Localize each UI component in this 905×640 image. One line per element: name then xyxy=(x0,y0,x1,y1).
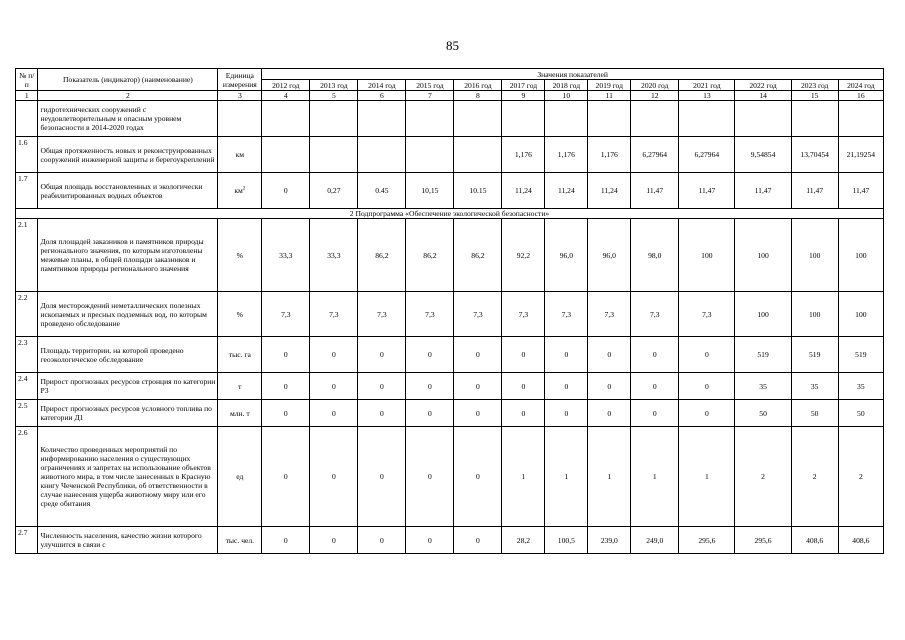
value-cell: 249,0 xyxy=(631,527,679,554)
value-cell: 1 xyxy=(502,427,545,527)
unit-cell: % xyxy=(218,219,262,292)
value-cell: 86,2 xyxy=(454,219,502,292)
year-header: 2017 год xyxy=(502,80,545,91)
value-cell: 0 xyxy=(588,337,631,373)
value-cell: 295,6 xyxy=(735,527,791,554)
indicator-name: Общая площадь восстановленных и экологически реабилитированных водных объектов xyxy=(38,173,218,209)
table-row xyxy=(16,219,884,292)
value-cell: 33,3 xyxy=(310,219,358,292)
header-values: Значения показателей xyxy=(262,69,884,80)
column-number: 12 xyxy=(631,91,679,101)
table-row xyxy=(16,137,884,173)
value-cell xyxy=(679,101,735,137)
year-header: 2014 год xyxy=(358,80,406,91)
value-cell: 0 xyxy=(631,337,679,373)
row-number: 2.4 xyxy=(16,373,38,400)
value-cell: 7,3 xyxy=(262,292,310,337)
year-header: 2020 год xyxy=(631,80,679,91)
value-cell: 7,3 xyxy=(545,292,588,337)
value-cell: 0 xyxy=(262,427,310,527)
unit-superscript: 2 xyxy=(242,186,246,192)
value-cell: 100 xyxy=(791,219,838,292)
value-cell: 11,24 xyxy=(502,173,545,209)
table-row xyxy=(16,337,884,373)
unit-cell: тыс. чел. xyxy=(218,527,262,554)
year-header: 2024 год xyxy=(838,80,883,91)
value-cell: 9,54854 xyxy=(735,137,791,173)
value-cell: 10,15 xyxy=(406,173,454,209)
year-header: 2021 год xyxy=(679,80,735,91)
value-cell: 11,24 xyxy=(545,173,588,209)
value-cell: 0 xyxy=(310,337,358,373)
value-cell: 0 xyxy=(679,337,735,373)
value-cell: 50 xyxy=(791,400,838,427)
value-cell: 33,3 xyxy=(262,219,310,292)
year-header: 2018 год xyxy=(545,80,588,91)
value-cell: 35 xyxy=(735,373,791,400)
year-header: 2023 год xyxy=(791,80,838,91)
value-cell: 0 xyxy=(631,373,679,400)
value-cell xyxy=(545,101,588,137)
value-cell xyxy=(406,137,454,173)
value-cell xyxy=(262,101,310,137)
indicator-name: Прирост прогнозных ресурсов условного топлива по категории Д1 xyxy=(38,400,218,427)
value-cell: 0 xyxy=(406,427,454,527)
value-cell: 21,19254 xyxy=(838,137,883,173)
header-num: № п/п xyxy=(16,69,38,91)
unit-cell: % xyxy=(218,292,262,337)
column-numbers-row xyxy=(16,91,884,101)
value-cell xyxy=(588,101,631,137)
unit-cell xyxy=(218,101,262,137)
value-cell: 0 xyxy=(262,173,310,209)
value-cell xyxy=(838,101,883,137)
unit-cell: $км^2$ xyxy=(218,173,262,209)
row-number: 2.6 xyxy=(16,427,38,527)
value-cell xyxy=(358,137,406,173)
column-number: 15 xyxy=(791,91,838,101)
indicator-name: Прирост прогнозных ресурсов стронция по категории Р3 xyxy=(38,373,218,400)
indicator-name: гидротехнических сооружений с неудовлетворительным и опасным уровнем безопасности в 2014-2020 годах xyxy=(38,101,218,137)
value-cell: 6,27964 xyxy=(631,137,679,173)
value-cell xyxy=(454,137,502,173)
value-cell: 7,3 xyxy=(631,292,679,337)
column-number: 2 xyxy=(38,91,218,101)
value-cell: 0 xyxy=(502,400,545,427)
table-row xyxy=(16,101,884,137)
value-cell: 10.15 xyxy=(454,173,502,209)
value-cell: 92,2 xyxy=(502,219,545,292)
value-cell xyxy=(502,101,545,137)
section-title: 2 Подпрограмма «Обеспечение экологической безопасности» xyxy=(16,209,884,219)
value-cell xyxy=(631,101,679,137)
page-number: 85 xyxy=(446,38,459,53)
column-number: 14 xyxy=(735,91,791,101)
value-cell: 2 xyxy=(735,427,791,527)
value-cell: 96,0 xyxy=(588,219,631,292)
value-cell xyxy=(310,101,358,137)
year-header: 2016 год xyxy=(454,80,502,91)
value-cell: 96,0 xyxy=(545,219,588,292)
value-cell: 11,24 xyxy=(588,173,631,209)
indicator-name: Количество проведенных мероприятий по информированию населения о существующих ограничениях и запретах на использование объектов животного мира, в том числе занесенных в Красную книгу Чеченской Республики, об ответственности в случае нанесения ущерба животному миру или его среде обитания xyxy=(38,427,218,527)
column-number: 11 xyxy=(588,91,631,101)
value-cell xyxy=(358,101,406,137)
value-cell: 6,27964 xyxy=(679,137,735,173)
value-cell: 7,3 xyxy=(588,292,631,337)
value-cell xyxy=(791,101,838,137)
value-cell: 7,3 xyxy=(454,292,502,337)
value-cell: 28,2 xyxy=(502,527,545,554)
column-number: 4 xyxy=(262,91,310,101)
value-cell: 0 xyxy=(502,337,545,373)
value-cell: 0 xyxy=(358,337,406,373)
value-cell: 0 xyxy=(262,337,310,373)
value-cell: 1 xyxy=(631,427,679,527)
value-cell: 239,0 xyxy=(588,527,631,554)
value-cell: 0 xyxy=(310,527,358,554)
value-cell: 11,47 xyxy=(679,173,735,209)
value-cell: 0 xyxy=(262,527,310,554)
row-number: 2.5 xyxy=(16,400,38,427)
value-cell: 100 xyxy=(838,219,883,292)
value-cell: 0 xyxy=(631,400,679,427)
value-cell: 100 xyxy=(838,292,883,337)
value-cell: 7,3 xyxy=(310,292,358,337)
value-cell xyxy=(454,101,502,137)
value-cell: 0 xyxy=(454,373,502,400)
value-cell xyxy=(262,137,310,173)
value-cell: 100 xyxy=(735,219,791,292)
header-indicator: Показатель (индикатор) (наименование) xyxy=(38,69,218,91)
table-row xyxy=(16,400,884,427)
column-number: 5 xyxy=(310,91,358,101)
table-row xyxy=(16,292,884,337)
value-cell: 100,5 xyxy=(545,527,588,554)
value-cell: 1,176 xyxy=(588,137,631,173)
value-cell: 11,47 xyxy=(791,173,838,209)
value-cell: 100 xyxy=(679,219,735,292)
value-cell: 0,27 xyxy=(310,173,358,209)
value-cell: 0 xyxy=(358,527,406,554)
table-row xyxy=(16,173,884,209)
header-unit: Единица измерения xyxy=(218,69,262,91)
value-cell: 0 xyxy=(588,373,631,400)
value-cell: 35 xyxy=(791,373,838,400)
value-cell: 1 xyxy=(679,427,735,527)
value-cell: 0 xyxy=(454,527,502,554)
value-cell: 0 xyxy=(454,400,502,427)
value-cell: 11,47 xyxy=(631,173,679,209)
year-header: 2022 год xyxy=(735,80,791,91)
value-cell: 98,0 xyxy=(631,219,679,292)
value-cell: 50 xyxy=(838,400,883,427)
year-header: 2013 год xyxy=(310,80,358,91)
row-number: 2.3 xyxy=(16,337,38,373)
row-number: 1.7 xyxy=(16,173,38,209)
unit-cell: тыс. га xyxy=(218,337,262,373)
year-header: 2012 год xyxy=(262,80,310,91)
value-cell: 1,176 xyxy=(502,137,545,173)
value-cell: 0 xyxy=(545,337,588,373)
value-cell: 0 xyxy=(679,400,735,427)
unit-cell: млн. т xyxy=(218,400,262,427)
value-cell: 7,3 xyxy=(358,292,406,337)
value-cell: 0 xyxy=(588,400,631,427)
indicator-name: Численность населения, качество жизни которого улучшится в связи с xyxy=(38,527,218,554)
value-cell: 0 xyxy=(454,337,502,373)
year-header: 2019 год xyxy=(588,80,631,91)
unit-cell: т xyxy=(218,373,262,400)
value-cell xyxy=(310,137,358,173)
column-number: 3 xyxy=(218,91,262,101)
value-cell: 408,6 xyxy=(838,527,883,554)
table-row xyxy=(16,373,884,400)
column-number: 1 xyxy=(16,91,38,101)
value-cell: 0 xyxy=(679,373,735,400)
value-cell: 519 xyxy=(838,337,883,373)
value-cell: 35 xyxy=(838,373,883,400)
indicator-name: Доля месторождений неметаллических полезных ископаемых и пресных подземных вод, по которым проведено обследование xyxy=(38,292,218,337)
value-cell: 408,6 xyxy=(791,527,838,554)
row-number: 1.6 xyxy=(16,137,38,173)
value-cell: 100 xyxy=(735,292,791,337)
section-row xyxy=(16,209,884,219)
value-cell: 50 xyxy=(735,400,791,427)
value-cell: 0 xyxy=(502,373,545,400)
value-cell: 0 xyxy=(406,527,454,554)
value-cell: 0 xyxy=(310,373,358,400)
year-header: 2015 год xyxy=(406,80,454,91)
value-cell: 0 xyxy=(545,373,588,400)
value-cell: 11,47 xyxy=(735,173,791,209)
unit-cell: км xyxy=(218,137,262,173)
value-cell: 86,2 xyxy=(406,219,454,292)
value-cell: 2 xyxy=(791,427,838,527)
value-cell: 0.45 xyxy=(358,173,406,209)
value-cell xyxy=(735,101,791,137)
value-cell: 1,176 xyxy=(545,137,588,173)
table-row xyxy=(16,527,884,554)
unit-cell: ед xyxy=(218,427,262,527)
value-cell: 0 xyxy=(310,427,358,527)
column-number: 16 xyxy=(838,91,883,101)
value-cell: 11,47 xyxy=(838,173,883,209)
value-cell: 0 xyxy=(454,427,502,527)
value-cell: 0 xyxy=(545,400,588,427)
indicator-name: Площадь территории, на которой проведено геоэкологическое обследование xyxy=(38,337,218,373)
value-cell: 7,3 xyxy=(406,292,454,337)
column-number: 9 xyxy=(502,91,545,101)
value-cell: 0 xyxy=(310,400,358,427)
value-cell: 100 xyxy=(791,292,838,337)
value-cell: 0 xyxy=(358,400,406,427)
value-cell: 0 xyxy=(262,373,310,400)
value-cell: 86,2 xyxy=(358,219,406,292)
column-number: 6 xyxy=(358,91,406,101)
value-cell: 519 xyxy=(791,337,838,373)
value-cell: 7,3 xyxy=(502,292,545,337)
value-cell: 13,70454 xyxy=(791,137,838,173)
value-cell: 0 xyxy=(358,373,406,400)
column-number: 7 xyxy=(406,91,454,101)
column-number: 10 xyxy=(545,91,588,101)
value-cell xyxy=(406,101,454,137)
value-cell: 0 xyxy=(406,373,454,400)
value-cell: 295,6 xyxy=(679,527,735,554)
value-cell: 0 xyxy=(406,337,454,373)
row-number: 2.7 xyxy=(16,527,38,554)
table-row xyxy=(16,427,884,527)
value-cell: 7,3 xyxy=(679,292,735,337)
value-cell: 0 xyxy=(262,400,310,427)
indicator-name: Общая протяженность новых и реконструированных сооружений инженерной защиты и берегоукреплений xyxy=(38,137,218,173)
value-cell: 1 xyxy=(588,427,631,527)
value-cell: 0 xyxy=(406,400,454,427)
row-number xyxy=(16,101,38,137)
row-number: 2.2 xyxy=(16,292,38,337)
indicator-name: Доля площадей заказников и памятников природы регионального значения, по которым изготовлены межевые планы, в общей площади заказников и памятников природы регионального значения xyxy=(38,219,218,292)
value-cell: 0 xyxy=(358,427,406,527)
column-number: 8 xyxy=(454,91,502,101)
value-cell: 2 xyxy=(838,427,883,527)
row-number: 2.1 xyxy=(16,219,38,292)
column-number: 13 xyxy=(679,91,735,101)
indicators-table xyxy=(15,68,884,554)
value-cell: 519 xyxy=(735,337,791,373)
value-cell: 1 xyxy=(545,427,588,527)
